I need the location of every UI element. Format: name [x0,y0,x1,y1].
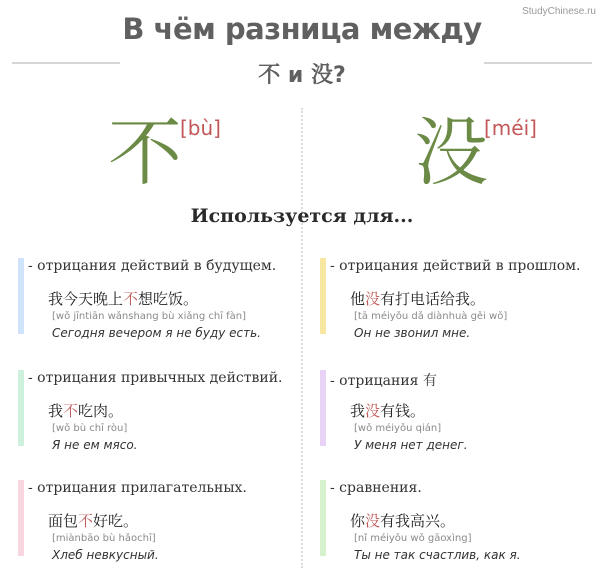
usage-description: - отрицания 有 [330,373,437,389]
example-pinyin: [wǒ méiyǒu qián] [354,423,442,434]
character-bu: 不 [108,110,182,196]
usage-description: - отрицания привычных действий. [28,370,283,386]
pinyin-bu: [bù] [180,116,221,140]
color-bar [320,258,326,334]
example-translation: Я не ем мясо. [52,438,138,452]
section-title: Используется для... [190,205,414,227]
example-pinyin: [wǒ bù chī ròu] [52,423,128,434]
example-chinese: 我不吃肉。 [48,402,124,420]
example-translation: Хлеб невкусный. [52,548,159,562]
color-bar [320,480,326,556]
negation-highlight: 没 [365,402,381,420]
example-translation: У меня нет денег. [354,438,468,452]
example-chinese: 你没有我高兴。 [350,512,456,530]
page-title: В чём разница между [122,12,482,46]
negation-highlight: 不 [123,290,139,308]
watermark: StudyChinese.ru [522,6,596,17]
color-bar [320,370,326,446]
example-chinese: 面包不好吃。 [48,512,139,530]
negation-highlight: 不 [63,402,79,420]
example-translation: Ты не так счастлив, как я. [354,548,521,562]
example-chinese: 他没有打电话给我。 [350,290,486,308]
example-pinyin: [tā méiyǒu dǎ diànhuà gěi wǒ] [354,311,508,322]
example-pinyin: [miànbāo bù hǎochī] [52,533,156,544]
column-divider [301,108,303,568]
character-mei: 没 [414,110,488,196]
example-chinese: 我没有钱。 [350,402,426,420]
usage-description: - сравнения. [330,480,422,496]
pinyin-mei: [méi] [484,116,537,140]
page-subtitle: 不 и 没? [258,63,346,88]
negation-highlight: 不 [78,512,94,530]
usage-description: - отрицания действий в будущем. [28,258,277,274]
example-translation: Сегодня вечером я не буду есть. [52,326,261,340]
negation-highlight: 没 [365,512,381,530]
example-pinyin: [nǐ méiyǒu wǒ gāoxìng] [354,533,472,544]
color-bar [18,370,24,446]
example-pinyin: [wǒ jīntiān wǎnshang bù xiǎng chī fàn] [52,311,247,322]
usage-description: - отрицания прилагательных. [28,480,247,496]
example-translation: Он не звонил мне. [354,326,471,340]
color-bar [18,480,24,556]
color-bar [18,258,24,334]
example-chinese: 我今天晚上不想吃饭。 [48,290,199,308]
usage-description: - отрицания действий в прошлом. [330,258,581,274]
negation-highlight: 没 [365,290,381,308]
